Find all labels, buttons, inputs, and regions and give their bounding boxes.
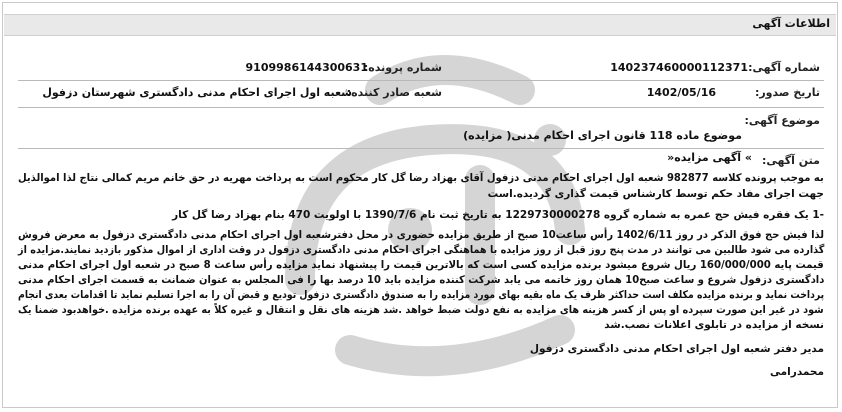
body-line: لذا فیش حج فوق الذکر در روز 1402/6/11 رأس ساعت10 صبح از طریق مزایده حضوری در محل دفترشعبه اول اجرای احکام مدنی دادگستری دزفول به معرض فروش xyxy=(17,229,824,241)
text-label: متن آگهی: xyxy=(762,154,820,167)
divider xyxy=(18,148,824,149)
subject-label: موضوع آگهی: xyxy=(744,114,820,127)
body-line: گذارده می شود طالبین می توانند در مدت پنج روز قبل از روز مزایده با هماهنگی اجرای احکام مدنی دادگستری دزفول در وقت اداری از اموال مذکور بازدید نمایند.مزایده از xyxy=(17,244,824,256)
body-line: نسخه از مزایده در تابلوی اعلانات نصب.شد xyxy=(604,319,824,331)
body-line: شود در غیر این صورت سپرده او پس از کسر هزینه های مزایده به نفع دولت ضبط خواهد .شد هزینه های نقل و انتقال و غیره کلاً به عهده برنده مزایده .خواهدبود ضمنا یک xyxy=(18,304,824,316)
ad-number-value: 140237460000112371 xyxy=(610,61,748,74)
divider xyxy=(18,107,824,108)
issue-date-value: 1402/05/16 xyxy=(646,86,716,99)
divider xyxy=(18,80,824,81)
text-title: » آگهی مزایده« xyxy=(667,151,752,164)
case-number-value: 9109986144300631 xyxy=(245,61,368,74)
signatory-name: محمدرامی xyxy=(770,366,824,378)
body-line: پرداخت نماید و برنده مزایده مکلف است حداکثر ظرف یک ماه بقیه بهای مورد مزایده را به صندوق دادگستری دزفول تودیع و قبض آن را به اجرا تسلیم نماید تا اقدامات بعدی انجام xyxy=(17,289,824,301)
issue-date-label: تاریخ صدور: xyxy=(754,86,820,99)
body-line: دادگستری دزفول شروع و ساعت صبح10 همان روز خاتمه می یابد شرکت کننده مزایده باید 10 درصد بها را فی المجلس به عنوان ضمانت به قسمت اجرای احکام مدنی xyxy=(17,274,824,286)
subject-value: موضوع ماده 118 قانون اجرای احکام مدنی( مزایده) xyxy=(463,129,742,142)
signature-office: مدیر دفتر شعبه اول اجرای احکام مدنی دادگستری دزفول xyxy=(529,343,824,355)
header-bar xyxy=(4,14,836,36)
body-line: جهت اجرای مفاد حکم توسط کارشناس قیمت گذاری گردیده.است xyxy=(487,188,824,200)
body-line: قیمت پایه 160/000/000 ریال شروع میشود برنده مزایده کسی است که بالاترین قیمت را پیشنهاد نماید مزایده رأس ساعت 8 صبح در شعبه اول اجرای احکام مدنی xyxy=(18,259,824,271)
issuing-branch-label: شعبه صادر کننده: xyxy=(346,86,442,99)
body-line: -1 یک فقره فیش حج عمره به شماره گروه 1229730000278 به تاریخ ثبت نام 1390/7/6 با اولویت 470 بنام بهزاد رضا گل کار xyxy=(172,209,824,221)
ad-number-label: شماره آگهی: xyxy=(748,61,820,74)
panel-title: اطلاعات آگهی xyxy=(752,17,830,30)
issuing-branch-value: شعبه اول اجرای احکام مدنی دادگستری شهرستان دزفول xyxy=(42,86,352,99)
body-line: به موجب پرونده کلاسه 982877 شعبه اول اجرای احکام مدنی دزفول آقای بهزاد رضا گل کار محکوم است به پرداخت مهریه در حق خانم مریم کمالی نتاج لذا اموالذیل xyxy=(18,172,824,184)
case-number-label: شماره پرونده: xyxy=(363,61,442,74)
